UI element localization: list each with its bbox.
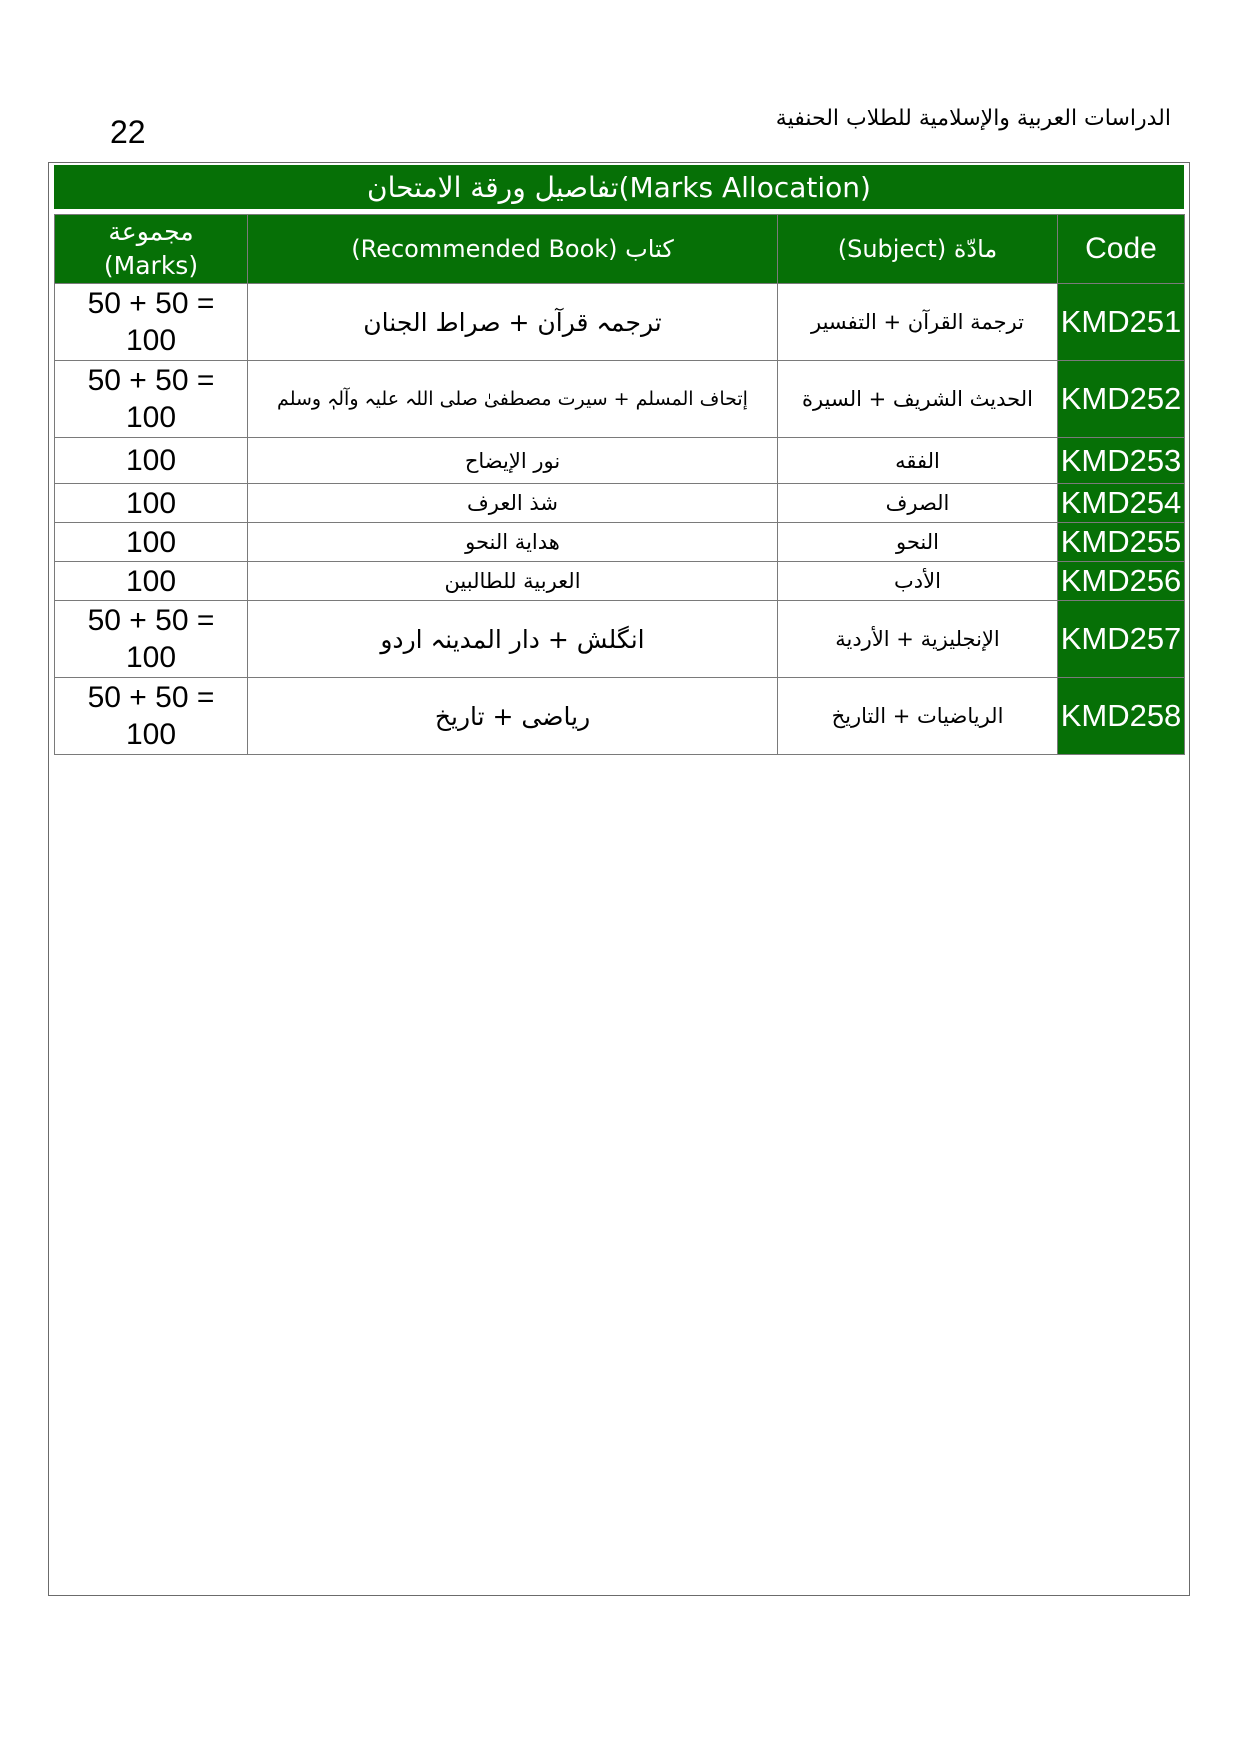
- marks-line2: 100: [125, 324, 177, 357]
- code-cell: KMD255: [1058, 523, 1185, 562]
- marks-cell: 100: [55, 562, 248, 601]
- subject-cell: الأدب: [778, 562, 1058, 601]
- subject-cell: الصرف: [778, 484, 1058, 523]
- marks-line2: 100: [125, 641, 177, 674]
- marks-line2: 100: [125, 718, 177, 751]
- subject-cell: الحديث الشريف + السيرة: [778, 361, 1058, 438]
- header-marks: [55, 215, 248, 284]
- book-cell: هداية النحو: [248, 523, 778, 562]
- table-row: [55, 562, 1185, 601]
- code-cell: KMD252: [1058, 361, 1185, 438]
- subject-cell: الرياضيات + التاريخ: [778, 678, 1058, 755]
- subject-cell: الإنجليزية + الأردية: [778, 601, 1058, 678]
- subject-cell: النحو: [778, 523, 1058, 562]
- book-cell: إتحاف المسلم + سیرت مصطفیٰ صلی اللہ علیہ وآلہٖ وسلم: [248, 361, 778, 438]
- code-cell: KMD253: [1058, 438, 1185, 484]
- header-book: (Recommended Book) كتاب: [248, 215, 778, 284]
- marks-cell: [55, 601, 248, 678]
- book-cell: ریاضی + تاریخ: [248, 678, 778, 755]
- running-header: الدراسات العربية والإسلامية للطلاب الحنفية: [775, 106, 1171, 131]
- marks-cell: 100: [55, 484, 248, 523]
- book-cell: ترجمہ قرآن + صراط الجنان: [248, 284, 778, 361]
- marks-allocation-table: [54, 214, 1185, 755]
- marks-line1: 50 + 50 =: [87, 364, 215, 397]
- code-cell: KMD257: [1058, 601, 1185, 678]
- marks-cell: 100: [55, 523, 248, 562]
- book-cell: شذ العرف: [248, 484, 778, 523]
- marks-cell: [55, 678, 248, 755]
- header-code: Code: [1058, 215, 1185, 284]
- table-header-row: [55, 215, 1185, 284]
- marks-cell: [55, 361, 248, 438]
- marks-line1: 50 + 50 =: [87, 287, 215, 320]
- header-subject: (Subject) مادّة: [778, 215, 1058, 284]
- table-row: [55, 484, 1185, 523]
- code-cell: KMD258: [1058, 678, 1185, 755]
- table-row: [55, 284, 1185, 361]
- marks-line1: 50 + 50 =: [87, 681, 215, 714]
- marks-cell: [55, 284, 248, 361]
- marks-cell: 100: [55, 438, 248, 484]
- subject-cell: الفقه: [778, 438, 1058, 484]
- table-row: [55, 438, 1185, 484]
- book-cell: العربية للطالبين: [248, 562, 778, 601]
- book-cell: نور الإيضاح: [248, 438, 778, 484]
- header-marks-line1: مجموعة: [108, 217, 194, 246]
- table-row: [55, 523, 1185, 562]
- table-row: [55, 678, 1185, 755]
- header-marks-line2: (Marks): [103, 251, 199, 280]
- marks-line1: 50 + 50 =: [87, 604, 215, 637]
- code-cell: KMD256: [1058, 562, 1185, 601]
- table-row: [55, 601, 1185, 678]
- code-cell: KMD251: [1058, 284, 1185, 361]
- table-row: [55, 361, 1185, 438]
- book-cell: انگلش + دار المدینہ اردو: [248, 601, 778, 678]
- table-title: تفاصيل ورقة الامتحان(Marks Allocation): [54, 165, 1184, 209]
- subject-cell: ترجمة القرآن + التفسير: [778, 284, 1058, 361]
- page-number: 22: [110, 114, 146, 150]
- code-cell: KMD254: [1058, 484, 1185, 523]
- marks-line2: 100: [125, 401, 177, 434]
